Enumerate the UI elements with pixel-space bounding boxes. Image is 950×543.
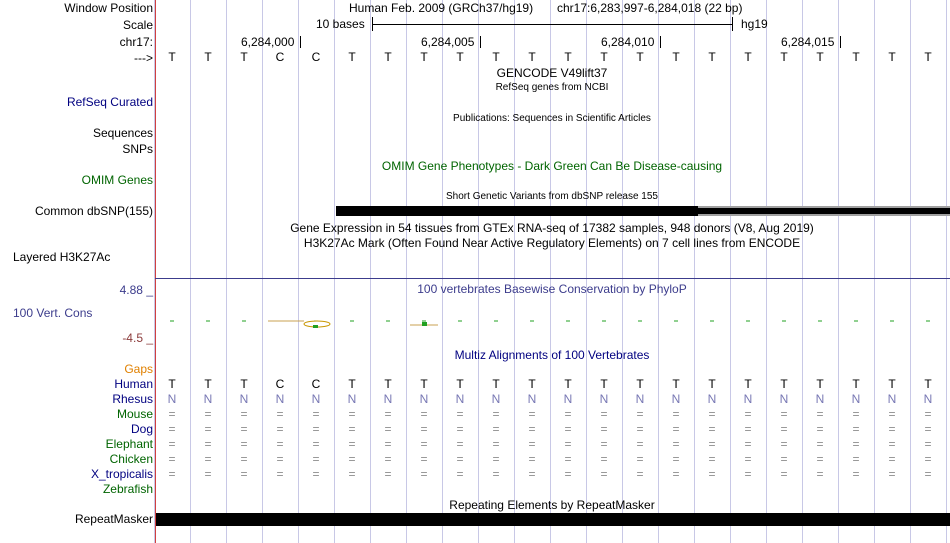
alignment-cell: N bbox=[347, 392, 357, 406]
alignment-cell: = bbox=[492, 452, 500, 466]
gtex-title: Gene Expression in 54 tissues from GTEx RNA-seq of 17382 samples, 948 donors (V8, Aug 2019) bbox=[290, 221, 814, 235]
alignment-cell: = bbox=[564, 467, 572, 481]
alignment-cell: = bbox=[312, 452, 320, 466]
alignment-cell: N bbox=[599, 392, 609, 406]
dbsnp-label[interactable]: Common dbSNP(155) bbox=[34, 204, 153, 218]
alignment-cell: N bbox=[635, 392, 645, 406]
alignment-cell: N bbox=[707, 392, 717, 406]
repeatmasker-feature-bar[interactable] bbox=[156, 513, 950, 526]
base-letter: T bbox=[348, 50, 356, 64]
alignment-cell: N bbox=[275, 392, 285, 406]
tick-label-0: 6,284,000 bbox=[241, 35, 295, 49]
cons-min-label: -4.5 _ bbox=[122, 331, 153, 345]
base-letter: T bbox=[168, 50, 176, 64]
cons-mark-2 bbox=[422, 322, 427, 326]
alignment-cell: T bbox=[780, 377, 788, 391]
cons-max-label: 4.88 _ bbox=[119, 283, 153, 297]
alignment-cell: = bbox=[312, 437, 320, 451]
omim-title: OMIM Gene Phenotypes - Dark Green Can Be Disease-causing bbox=[381, 159, 723, 173]
alignment-cell: = bbox=[204, 422, 212, 436]
alignment-cell: = bbox=[348, 407, 356, 421]
species-label-x_tropicalis[interactable]: X_tropicalis bbox=[90, 467, 153, 481]
base-letter: T bbox=[816, 50, 824, 64]
alignment-cell: T bbox=[600, 377, 608, 391]
alignment-cell: = bbox=[456, 452, 464, 466]
alignment-cell: = bbox=[924, 437, 932, 451]
base-letter: T bbox=[528, 50, 536, 64]
base-letter: T bbox=[204, 50, 212, 64]
dbsnp-title: Short Genetic Variants from dbSNP release 155 bbox=[446, 191, 658, 202]
alignment-cell: T bbox=[348, 377, 356, 391]
alignment-cell: N bbox=[779, 392, 789, 406]
alignment-cell: N bbox=[743, 392, 753, 406]
base-letter: T bbox=[492, 50, 500, 64]
alignment-cell: = bbox=[888, 452, 896, 466]
position-text[interactable]: chr17:6,283,997-6,284,018 (22 bp) bbox=[557, 1, 743, 15]
alignment-cell: T bbox=[204, 377, 212, 391]
alignment-cell: = bbox=[636, 422, 644, 436]
base-letter: T bbox=[636, 50, 644, 64]
alignment-cell: T bbox=[672, 377, 680, 391]
alignment-cell: = bbox=[276, 467, 284, 481]
alignment-cell: = bbox=[636, 407, 644, 421]
alignment-cell: = bbox=[672, 407, 680, 421]
alignment-cell: = bbox=[744, 467, 752, 481]
refseq-label[interactable]: RefSeq Curated bbox=[66, 95, 153, 109]
alignment-cell: T bbox=[492, 377, 500, 391]
alignment-cell: = bbox=[204, 407, 212, 421]
base-letter: T bbox=[600, 50, 608, 64]
alignment-cell: N bbox=[239, 392, 249, 406]
alignment-cell: T bbox=[744, 377, 752, 391]
alignment-cell: = bbox=[564, 422, 572, 436]
alignment-cell: = bbox=[708, 467, 716, 481]
snps-label[interactable]: SNPs bbox=[122, 142, 153, 156]
alignment-cell: = bbox=[564, 407, 572, 421]
alignment-cell: = bbox=[672, 452, 680, 466]
alignment-cell: N bbox=[167, 392, 177, 406]
alignment-cell: N bbox=[311, 392, 321, 406]
alignment-cell: = bbox=[852, 437, 860, 451]
alignment-cell: = bbox=[528, 422, 536, 436]
h3k27ac-title: H3K27Ac Mark (Often Found Near Active Regulatory Elements) on 7 cell lines from ENCODE bbox=[303, 236, 801, 250]
alignment-cell: N bbox=[815, 392, 825, 406]
alignment-cell: = bbox=[600, 452, 608, 466]
alignment-cell: = bbox=[672, 437, 680, 451]
alignment-cell: = bbox=[924, 467, 932, 481]
species-label-dog[interactable]: Dog bbox=[130, 422, 153, 436]
alignment-cell: = bbox=[816, 422, 824, 436]
refseq-subtitle: RefSeq genes from NCBI bbox=[495, 82, 609, 93]
alignment-cell: = bbox=[240, 437, 248, 451]
alignment-cell: = bbox=[348, 422, 356, 436]
alignment-cell: = bbox=[744, 422, 752, 436]
alignment-cell: T bbox=[240, 377, 248, 391]
alignment-cell: = bbox=[168, 467, 176, 481]
species-label-mouse[interactable]: Mouse bbox=[116, 407, 153, 421]
base-letter: T bbox=[672, 50, 680, 64]
alignment-cell: N bbox=[887, 392, 897, 406]
alignment-cell: T bbox=[708, 377, 716, 391]
sequences-label[interactable]: Sequences bbox=[92, 126, 153, 140]
alignment-cell: = bbox=[384, 467, 392, 481]
alignment-cell: T bbox=[420, 377, 428, 391]
alignment-cell: N bbox=[419, 392, 429, 406]
alignment-cell: T bbox=[456, 377, 464, 391]
alignment-cell: = bbox=[780, 407, 788, 421]
species-label-rhesus[interactable]: Rhesus bbox=[112, 392, 153, 406]
alignment-cell: = bbox=[168, 437, 176, 451]
base-letter: T bbox=[888, 50, 896, 64]
alignment-cell: = bbox=[492, 467, 500, 481]
alignment-cell: = bbox=[492, 407, 500, 421]
species-label-elephant[interactable]: Elephant bbox=[105, 437, 153, 451]
base-letter: T bbox=[420, 50, 428, 64]
alignment-cell: = bbox=[888, 407, 896, 421]
alignment-cell: = bbox=[636, 452, 644, 466]
alignment-cell: = bbox=[600, 437, 608, 451]
alignment-cell: = bbox=[600, 422, 608, 436]
alignment-cell: = bbox=[492, 422, 500, 436]
repeat-title: Repeating Elements by RepeatMasker bbox=[449, 498, 655, 512]
alignment-cell: = bbox=[312, 407, 320, 421]
alignment-cell: = bbox=[852, 407, 860, 421]
alignment-cell: = bbox=[564, 452, 572, 466]
alignment-cell: = bbox=[276, 452, 284, 466]
alignment-cell: = bbox=[492, 437, 500, 451]
alignment-cell: T bbox=[168, 377, 176, 391]
alignment-cell: = bbox=[456, 437, 464, 451]
alignment-cell: = bbox=[276, 437, 284, 451]
alignment-cell: = bbox=[744, 407, 752, 421]
alignment-cell: = bbox=[924, 452, 932, 466]
alignment-cell: = bbox=[240, 407, 248, 421]
base-letter: C bbox=[311, 50, 321, 64]
base-letter: T bbox=[708, 50, 716, 64]
alignment-cell: = bbox=[204, 452, 212, 466]
alignment-cell: = bbox=[348, 467, 356, 481]
species-label-chicken[interactable]: Chicken bbox=[109, 452, 153, 466]
alignment-cell: T bbox=[816, 377, 824, 391]
alignment-cell: T bbox=[852, 377, 860, 391]
alignment-cell: = bbox=[780, 452, 788, 466]
alignment-cell: C bbox=[275, 377, 285, 391]
alignment-cell: = bbox=[348, 452, 356, 466]
alignment-cell: = bbox=[636, 467, 644, 481]
alignment-cell: = bbox=[240, 467, 248, 481]
publications-title: Publications: Sequences in Scientific Articles bbox=[453, 113, 651, 124]
alignment-cell: = bbox=[852, 467, 860, 481]
alignment-cell: = bbox=[816, 437, 824, 451]
scale-assembly: hg19 bbox=[741, 17, 768, 31]
alignment-cell: = bbox=[744, 437, 752, 451]
species-label-zebrafish[interactable]: Zebrafish bbox=[102, 482, 153, 496]
alignment-cell: = bbox=[924, 422, 932, 436]
cons-title: 100 vertebrates Basewise Conservation by PhyloP bbox=[417, 282, 687, 296]
base-letter: T bbox=[780, 50, 788, 64]
alignment-cell: = bbox=[672, 422, 680, 436]
h3k27ac-label[interactable]: Layered H3K27Ac bbox=[13, 250, 111, 264]
alignment-cell: = bbox=[888, 437, 896, 451]
alignment-cell: T bbox=[636, 377, 644, 391]
scale-bar-text: 10 bases bbox=[316, 17, 365, 31]
alignment-cell: = bbox=[420, 437, 428, 451]
alignment-cell: = bbox=[420, 452, 428, 466]
base-letter: T bbox=[924, 50, 932, 64]
alignment-cell: T bbox=[564, 377, 572, 391]
alignment-cell: = bbox=[600, 407, 608, 421]
species-label-human[interactable]: Human bbox=[114, 377, 153, 391]
alignment-cell: N bbox=[455, 392, 465, 406]
alignment-cell: C bbox=[311, 377, 321, 391]
alignment-cell: N bbox=[203, 392, 213, 406]
alignment-cell: = bbox=[276, 422, 284, 436]
base-letter: T bbox=[456, 50, 464, 64]
alignment-cell: = bbox=[348, 437, 356, 451]
base-letter: T bbox=[852, 50, 860, 64]
alignment-cell: = bbox=[456, 467, 464, 481]
strand-label: ---> bbox=[134, 51, 153, 65]
alignment-cell: = bbox=[420, 407, 428, 421]
alignment-cell: = bbox=[888, 467, 896, 481]
alignment-cell: = bbox=[708, 407, 716, 421]
alignment-cell: = bbox=[528, 407, 536, 421]
alignment-cell: = bbox=[924, 407, 932, 421]
gaps-label: Gaps bbox=[124, 362, 153, 376]
base-letter: T bbox=[744, 50, 752, 64]
chrom-label: chr17: bbox=[119, 35, 153, 49]
alignment-cell: = bbox=[204, 467, 212, 481]
alignment-cell: N bbox=[671, 392, 681, 406]
alignment-cell: = bbox=[168, 452, 176, 466]
alignment-cell: N bbox=[923, 392, 933, 406]
repeat-label[interactable]: RepeatMasker bbox=[74, 512, 153, 526]
alignment-cell: T bbox=[384, 377, 392, 391]
alignment-cell: = bbox=[816, 407, 824, 421]
alignment-cell: N bbox=[491, 392, 501, 406]
base-letter: T bbox=[240, 50, 248, 64]
alignment-cell: = bbox=[780, 467, 788, 481]
alignment-cell: = bbox=[744, 452, 752, 466]
tick-label-3: 6,284,015 bbox=[781, 35, 835, 49]
alignment-cell: N bbox=[383, 392, 393, 406]
alignment-cell: = bbox=[420, 422, 428, 436]
alignment-cell: = bbox=[312, 422, 320, 436]
alignment-cell: = bbox=[456, 407, 464, 421]
base-letter: C bbox=[275, 50, 285, 64]
alignment-cell: = bbox=[240, 422, 248, 436]
alignment-cell: = bbox=[420, 467, 428, 481]
alignment-cell: = bbox=[528, 467, 536, 481]
alignment-cell: = bbox=[636, 437, 644, 451]
alignment-cell: = bbox=[384, 437, 392, 451]
alignment-cell: = bbox=[888, 422, 896, 436]
cons-mark-1 bbox=[313, 325, 318, 328]
alignment-cell: = bbox=[168, 422, 176, 436]
tick-label-2: 6,284,010 bbox=[601, 35, 655, 49]
alignment-cell: T bbox=[924, 377, 932, 391]
alignment-cell: = bbox=[312, 467, 320, 481]
alignment-cell: = bbox=[708, 452, 716, 466]
alignment-cell: = bbox=[672, 467, 680, 481]
alignment-cell: N bbox=[563, 392, 573, 406]
alignment-cell: = bbox=[384, 407, 392, 421]
alignment-cell: = bbox=[780, 437, 788, 451]
alignment-cell: = bbox=[528, 437, 536, 451]
alignment-cell: = bbox=[384, 452, 392, 466]
alignment-cell: N bbox=[851, 392, 861, 406]
base-letter: T bbox=[384, 50, 392, 64]
multiz-title: Multiz Alignments of 100 Vertebrates bbox=[454, 348, 650, 362]
alignment-cell: T bbox=[528, 377, 536, 391]
alignment-cell: = bbox=[528, 452, 536, 466]
assembly-text[interactable]: Human Feb. 2009 (GRCh37/hg19) bbox=[349, 1, 534, 15]
alignment-cell: T bbox=[888, 377, 896, 391]
alignment-cell: = bbox=[708, 437, 716, 451]
gencode-title[interactable]: GENCODE V49lift37 bbox=[496, 66, 608, 80]
alignment-cell: = bbox=[852, 452, 860, 466]
alignment-cell: = bbox=[780, 422, 788, 436]
window-position-label: Window Position bbox=[64, 1, 153, 15]
alignment-cell: = bbox=[816, 452, 824, 466]
alignment-cell: = bbox=[168, 407, 176, 421]
cons-label[interactable]: 100 Vert. Cons bbox=[13, 306, 93, 320]
alignment-cell: = bbox=[564, 437, 572, 451]
alignment-cell: = bbox=[204, 437, 212, 451]
alignment-cell: = bbox=[708, 422, 716, 436]
alignment-cell: = bbox=[240, 452, 248, 466]
alignment-cell: = bbox=[384, 422, 392, 436]
omim-label[interactable]: OMIM Genes bbox=[81, 173, 153, 187]
scale-label: Scale bbox=[122, 18, 153, 32]
alignment-cell: = bbox=[456, 422, 464, 436]
alignment-cell: N bbox=[527, 392, 537, 406]
tick-label-1: 6,284,005 bbox=[421, 35, 475, 49]
alignment-cell: = bbox=[276, 407, 284, 421]
alignment-cell: = bbox=[600, 467, 608, 481]
alignment-cell: = bbox=[852, 422, 860, 436]
alignment-cell: = bbox=[816, 467, 824, 481]
base-letter: T bbox=[564, 50, 572, 64]
